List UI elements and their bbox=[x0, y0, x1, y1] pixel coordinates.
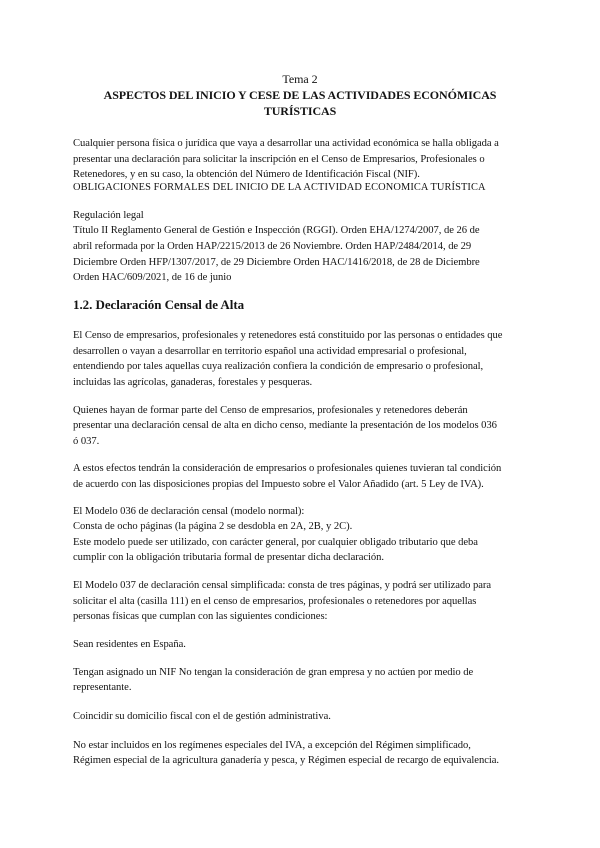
paragraph-line: El Censo de empresarios, profesionales y retenedores está constituido por las personas o entidades que bbox=[73, 330, 503, 341]
paragraph-line: ó 037. bbox=[73, 436, 100, 447]
condition-item: Tengan asignado un NIF No tengan la consideración de gran empresa y no actúen por medio de bbox=[73, 667, 474, 678]
paragraph-line: El Modelo 037 de declaración censal simplificada: consta de tres páginas, y podrá ser utilizado para bbox=[73, 580, 492, 591]
condition-item: No estar incluidos en los regímenes especiales del IVA, a excepción del Régimen simplificado, bbox=[73, 740, 471, 751]
condition-item: Régimen especial de la agricultura ganadería y pesca, y Régimen especial de recargo de equivalencia. bbox=[73, 755, 500, 766]
paragraph-line: presentar una declaración censal de alta en dicho censo, mediante la presentación de los modelos 036 bbox=[73, 420, 497, 431]
condition-item: representante. bbox=[73, 682, 132, 693]
paragraph-line: Consta de ocho páginas (la página 2 se desdobla en 2A, 2B, y 2C). bbox=[73, 521, 353, 532]
regulation-heading: Regulación legal bbox=[73, 210, 144, 221]
intro-line: Retenedores, y en su caso, la obtención del Número de Identificación Fiscal (NIF). bbox=[73, 169, 420, 180]
regulation-line: abril reformada por la Orden HAP/2215/2013 de 26 Noviembre. Orden HAP/2484/2014, de 29 bbox=[73, 241, 472, 252]
document-title-line-1: ASPECTOS DEL INICIO Y CESE DE LAS ACTIVIDADES ECONÓMICAS bbox=[103, 88, 497, 102]
paragraph-line: desarrollen o vayan a desarrollar en territorio español una actividad empresarial o profesional, bbox=[73, 346, 467, 357]
regulation-line: Diciembre Orden HFP/1307/2017, de 29 Diciembre Orden HAC/1416/2018, de 28 de Diciembre bbox=[73, 257, 480, 268]
paragraph-line: A estos efectos tendrán la consideración de empresarios o profesionales quienes tuvieran tal condición bbox=[73, 463, 502, 474]
regulation-line: Orden HAC/609/2021, de 16 de junio bbox=[73, 272, 232, 283]
section-heading: 1.2. Declaración Censal de Alta bbox=[73, 297, 245, 312]
intro-heading: OBLIGACIONES FORMALES DEL INICIO DE LA ACTIVIDAD ECONOMICA TURÍSTICA bbox=[73, 182, 486, 193]
paragraph-line: de acuerdo con las disposiciones propias del Impuesto sobre el Valor Añadido (art. 5 Ley de IVA). bbox=[73, 479, 484, 490]
paragraph-line: solicitar el alta (casilla 111) en el censo de empresarios, profesionales o retenedores por aquellas bbox=[73, 596, 477, 607]
condition-item: Coincidir su domicilio fiscal con el de gestión administrativa. bbox=[73, 711, 331, 722]
paragraph-line: personas físicas que cumplan con las siguientes condiciones: bbox=[73, 611, 328, 622]
paragraph-line: Este modelo puede ser utilizado, con carácter general, por cualquier obligado tributario que deba bbox=[73, 537, 478, 548]
intro-line: presentar una declaración para solicitar la inscripción en el Censo de Empresarios, Profesionales o bbox=[73, 154, 485, 165]
paragraph-line: cumplir con la obligación tributaria formal de presentar dicha declaración. bbox=[73, 552, 384, 563]
paragraph-line: Quienes hayan de formar parte del Censo de empresarios, profesionales y retenedores deberán bbox=[73, 405, 468, 416]
regulation-line: Título II Reglamento General de Gestión e Inspección (RGGI). Orden EHA/1274/2007, de 26 de bbox=[73, 225, 480, 236]
paragraph-line: El Modelo 036 de declaración censal (modelo normal): bbox=[73, 506, 305, 517]
condition-item: Sean residentes en España. bbox=[73, 639, 186, 650]
intro-line: Cualquier persona física o jurídica que vaya a desarrollar una actividad económica se halla obligada a bbox=[73, 138, 499, 149]
paragraph-line: entendiendo por tales aquellas cuya realización confiera la condición de empresario o profesional, bbox=[73, 361, 484, 372]
topic-number: Tema 2 bbox=[282, 72, 318, 86]
paragraph-line: incluidas las agrícolas, ganaderas, forestales y pesqueras. bbox=[73, 377, 313, 388]
document-title-line-2: TURÍSTICAS bbox=[263, 104, 337, 118]
